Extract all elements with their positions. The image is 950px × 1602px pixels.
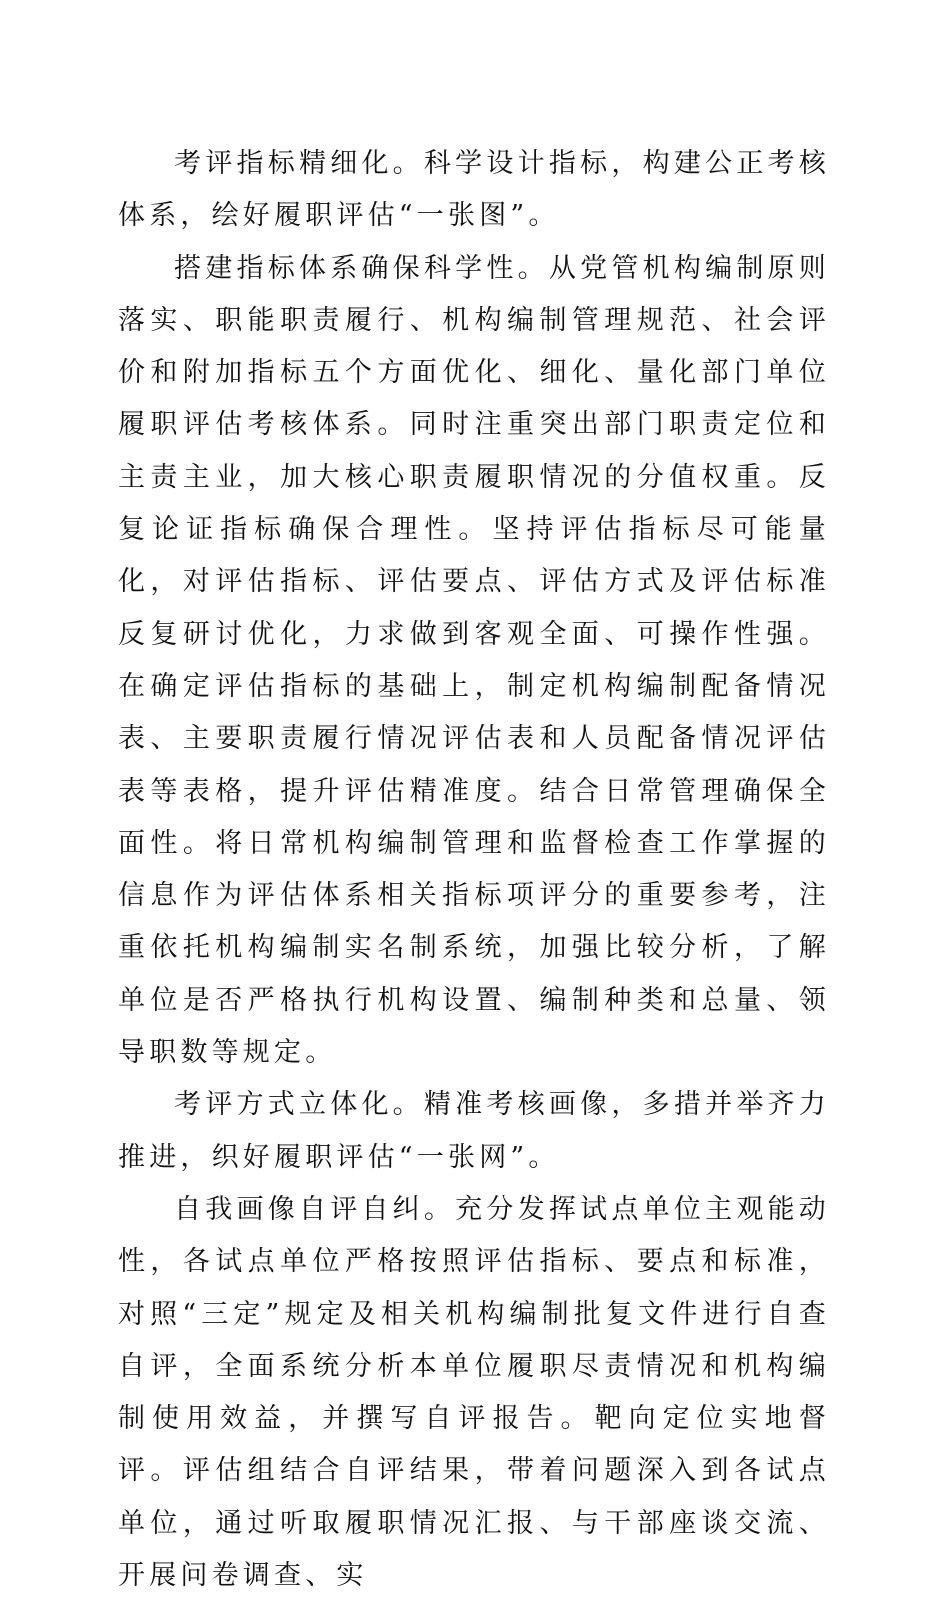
- paragraph-assessment-indicators-heading: 考评指标精细化。科学设计指标，构建公正考核体系，绘好履职评估“一张图”。: [118, 148, 830, 232]
- paragraph-assessment-methods-heading: 考评方式立体化。精准考核画像，多措并举齐力推进，织好履职评估“一张网”。: [118, 1089, 830, 1173]
- paragraph-self-evaluation: 自我画像自评自纠。充分发挥试点单位主观能动性，各试点单位严格按照评估指标、要点和标准，对照“三定”规定及相关机构编制批复文件进行自查自评，全面系统分析本单位履职尽责情况和机构编制使用效益，并撰写自评报告。靶向定位实地督评。评估组结合自评结果，带着问题深入到各试点单位，通过听取履职情况汇报、与干部座谈交流、开展问卷调查、实: [118, 1193, 830, 1592]
- paragraph-indicator-system: 搭建指标体系确保科学性。从党管机构编制原则落实、职能职责履行、机构编制管理规范、社会评价和附加指标五个方面优化、细化、量化部门单位履职评估考核体系。同时注重突出部门职责定位和主责主业，加大核心职责履职情况的分值权重。反复论证指标确保合理性。坚持评估指标尽可能量化，对评估指标、评估要点、评估方式及评估标准反复研讨优化，力求做到客观全面、可操作性强。在确定评估指标的基础上，制定机构编制配备情况表、主要职责履行情况评估表和人员配备情况评估表等表格，提升评估精准度。结合日常管理确保全面性。将日常机构编制管理和监督检查工作掌握的信息作为评估体系相关指标项评分的重要参考，注重依托机构编制实名制系统，加强比较分析，了解单位是否严格执行机构设置、编制种类和总量、领导职数等规定。: [118, 252, 830, 1069]
- document-body: [118, 138, 830, 1602]
